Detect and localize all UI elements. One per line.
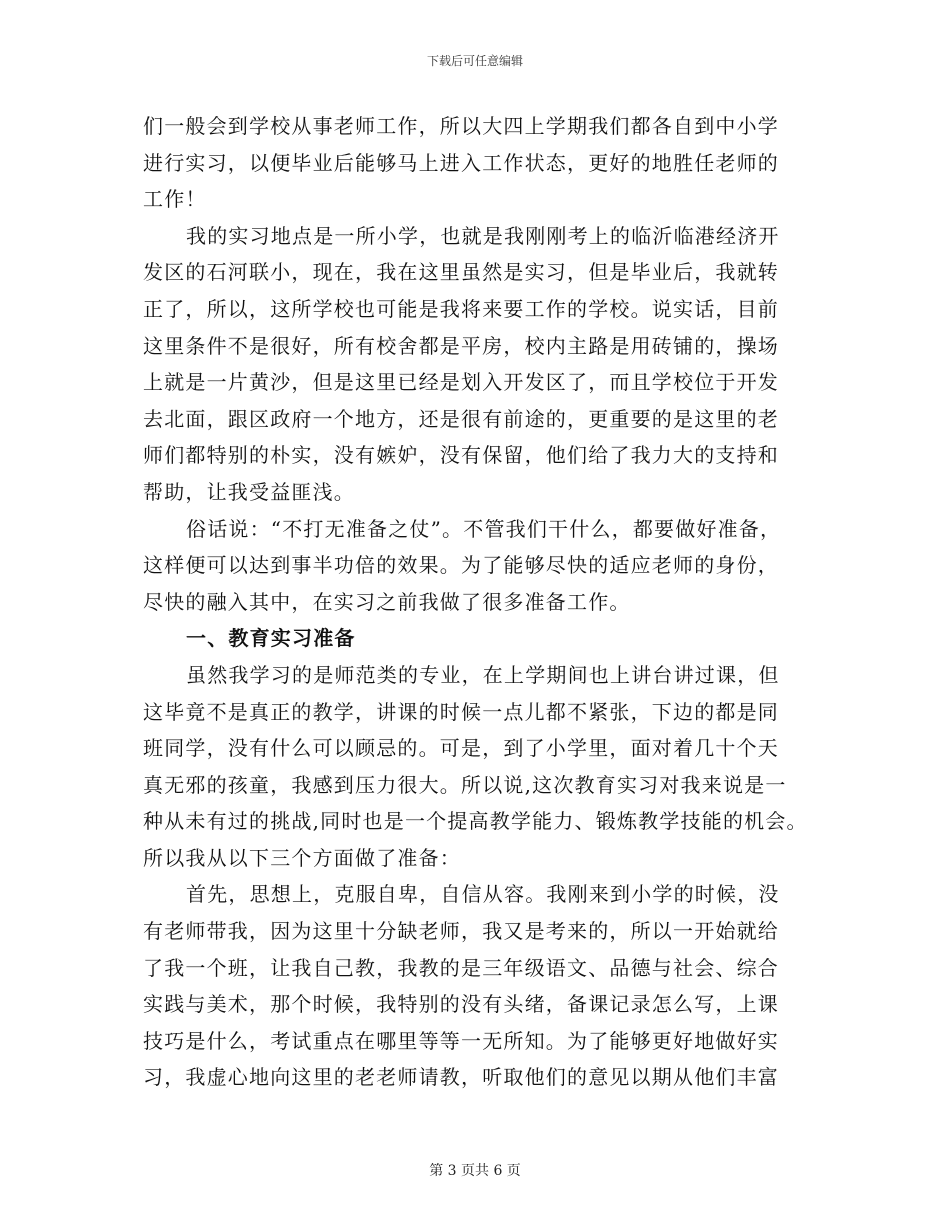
text-line: 师们都特别的朴实，没有嫉妒，没有保留，他们给了我力大的支持和 <box>143 443 779 468</box>
text-line: 这里条件不是很好，所有校舍都是平房，校内主路是用砖铺的，操场 <box>143 333 779 358</box>
text-line: 虽然我学习的是师范类的专业，在上学期间也上讲台讲过课，但 <box>186 662 780 687</box>
text-line: 进行实习，以便毕业后能够马上进入工作状态，更好的地胜任老师的 <box>143 150 779 175</box>
text-line: 这样便可以达到事半功倍的效果。为了能够尽快的适应老师的身份， <box>143 553 779 578</box>
text-line: 这毕竟不是真正的教学，讲课的时候一点儿都不紧张，下边的都是同 <box>143 699 779 724</box>
text-line: 了我一个班，让我自己教，我教的是三年级语文、品德与社会、综合 <box>143 955 779 980</box>
text-line: 技巧是什么，考试重点在哪里等等一无所知。为了能够更好地做好实 <box>143 1028 779 1053</box>
section-heading: 一、教育实习准备 <box>186 626 356 651</box>
text-line: 首先，思想上，克服自卑，自信从容。我刚来到小学的时候，没 <box>186 882 780 907</box>
text-line: 们一般会到学校从事老师工作，所以大四上学期我们都各自到中小学 <box>143 114 779 138</box>
text-line: 工作！ <box>143 187 207 212</box>
text-line: 习，我虚心地向这里的老老师请教，听取他们的意见以期从他们丰富 <box>143 1065 779 1090</box>
text-line: 所以我从以下三个方面做了准备： <box>143 845 461 870</box>
text-line: 帮助，让我受益匪浅。 <box>143 479 355 504</box>
body-text <box>143 108 823 1096</box>
text-line: 俗话说：“不打无准备之仗”。不管我们干什么，都要做好准备， <box>186 516 782 541</box>
text-line: 去北面，跟区政府一个地方，还是很有前途的，更重要的是这里的老 <box>143 406 779 431</box>
page-header: 下载后可任意编辑 <box>426 54 523 68</box>
text-line: 上就是一片黄沙，但是这里已经是划入开发区了，而且学校位于开发 <box>143 370 779 395</box>
text-line: 正了，所以，这所学校也可能是我将来要工作的学校。说实话，目前 <box>143 296 779 321</box>
text-line: 班同学，没有什么可以顾忌的。可是，到了小学里，面对着几十个天 <box>143 736 779 761</box>
text-line: 发区的石河联小，现在，我在这里虽然是实习，但是毕业后，我就转 <box>143 260 779 285</box>
page-footer: 第 3 页共 6 页 <box>429 1163 521 1179</box>
text-line: 尽快的融入其中，在实习之前我做了很多准备工作。 <box>143 589 631 614</box>
text-line: 真无邪的孩童，我感到压力很大。所以说,这次教育实习对我来说是一 <box>143 772 787 797</box>
text-line: 有老师带我，因为这里十分缺老师，我又是考来的，所以一开始就给 <box>143 919 779 944</box>
text-line: 种从未有过的挑战,同时也是一个提高教学能力、锻炼教学技能的机会。 <box>143 809 808 834</box>
text-line: 我的实习地点是一所小学，也就是我刚刚考上的临沂临港经济开 <box>186 223 780 248</box>
text-line: 实践与美术，那个时候，我特别的没有头绪，备课记录怎么写，上课 <box>143 992 779 1017</box>
